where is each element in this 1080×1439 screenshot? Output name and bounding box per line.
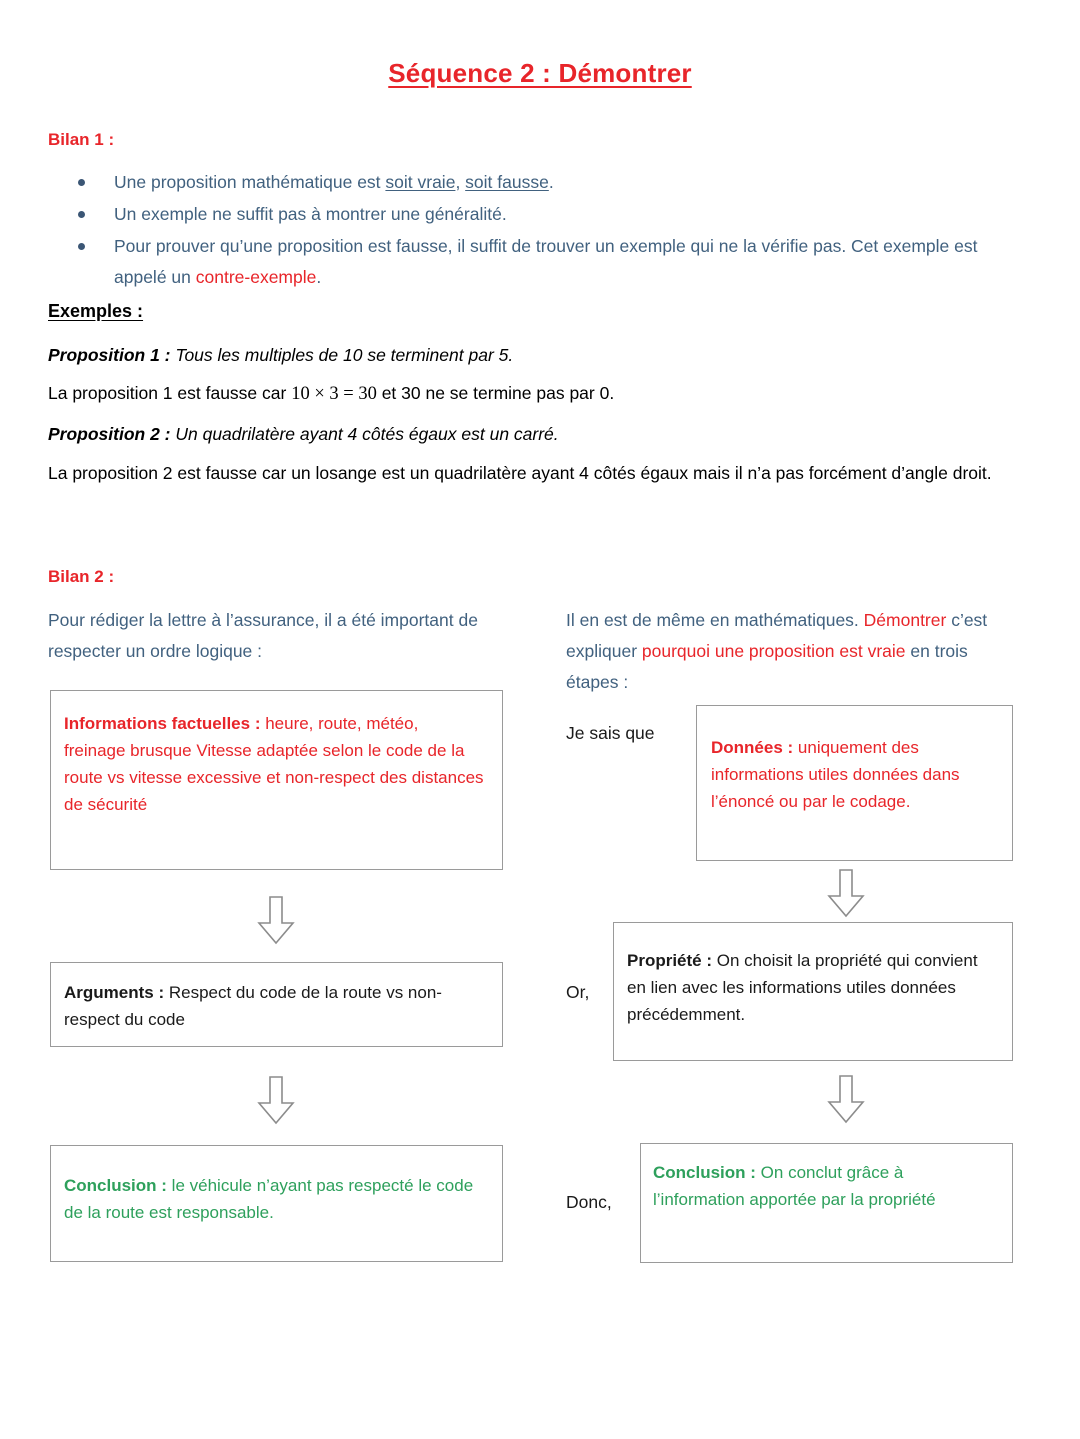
box-content: Respect du code de la route vs non-respect du code	[64, 983, 442, 1029]
bilan-2-intro-left: Pour rédiger la lettre à l’assurance, il a été important de respecter un ordre logique :	[48, 610, 478, 661]
box-body	[51, 691, 502, 818]
box-conclusion-right	[640, 1143, 1013, 1263]
page-title: Séquence 2 : Démontrer	[388, 58, 692, 88]
box-content: On conclut grâce à l’information apportée par la propriété	[653, 1163, 936, 1209]
box-label: Conclusion :	[64, 1176, 167, 1195]
proposition-2-statement	[48, 419, 1008, 450]
list-item	[72, 231, 1012, 293]
box-content: On choisit la propriété qui convient en lien avec les informations utiles données précédemment.	[627, 951, 978, 1024]
box-body	[614, 923, 1012, 1028]
bullet-dot-icon	[78, 211, 85, 218]
box-body	[641, 1144, 1012, 1213]
bullet-underline-2: soit fausse	[465, 172, 549, 192]
box-label: Informations factuelles :	[64, 714, 261, 733]
box-donnees	[696, 705, 1013, 861]
box-content: le véhicule n’ayant pas respecté le code de la route est responsable.	[64, 1176, 474, 1222]
intro-right-highlight-pourquoi: pourquoi une proposition est vraie	[641, 641, 906, 661]
connector-label-donc: Donc,	[566, 1192, 612, 1212]
box-content: uniquement des informations utiles données dans l’énoncé ou par le codage.	[711, 738, 960, 811]
proposition-2-text: Un quadrilatère ayant 4 côtés égaux est un carré.	[170, 424, 559, 444]
bullet-dot-icon	[78, 243, 85, 250]
bilan-1-bullet-list	[72, 167, 1012, 294]
box-label: Propriété :	[627, 951, 713, 970]
box-content: heure, route, météo, freinage brusque Vitesse adaptée selon le code de la route vs vitesse excessive et non-respect des distances de sécurité	[64, 714, 484, 814]
intro-right-part1: Il en est de même en mathématiques.	[566, 610, 864, 630]
bullet-highlight-contre-exemple: contre-exemple	[195, 267, 317, 287]
bullet-dot-icon	[78, 179, 85, 186]
connector-label-or: Or,	[566, 982, 590, 1002]
bullet-text-mid: ,	[455, 172, 466, 192]
bullet-text-pre: Une proposition mathématique est	[114, 172, 386, 192]
box-conclusion-left	[50, 1145, 503, 1262]
answer-1-post: et 30 ne se termine pas par 0.	[376, 383, 615, 403]
box-body	[51, 963, 502, 1033]
answer-1-math: 10 × 3 = 30	[291, 384, 377, 404]
box-body	[697, 706, 1012, 815]
bullet-text-post: .	[316, 267, 322, 287]
bullet-text-pre: Pour prouver qu’une proposition est fausse, il suffit de trouver un exemple qui ne la vérifie pas. Cet exemple est appelé un	[114, 236, 978, 287]
bilan-2-intro-right	[566, 605, 1016, 698]
list-item	[72, 167, 1012, 198]
bullet-text-full: Un exemple ne suffit pas à montrer une généralité.	[114, 204, 507, 224]
box-body	[51, 1146, 502, 1226]
box-label: Arguments :	[64, 983, 165, 1002]
intro-right-part2: c’est expliquer	[566, 610, 988, 661]
bilan-1-heading: Bilan 1 :	[48, 130, 115, 149]
box-propriete	[613, 922, 1013, 1061]
box-informations-factuelles	[50, 690, 503, 870]
answer-1-pre: La proposition 1 est fausse car	[48, 383, 292, 403]
proposition-1-text: Tous les multiples de 10 se terminent par 5.	[170, 345, 514, 365]
box-arguments	[50, 962, 503, 1047]
bullet-text-post: .	[548, 172, 554, 192]
arrow-down-icon	[826, 868, 866, 918]
box-label: Données :	[711, 738, 794, 757]
connector-label-je-sais-que: Je sais que	[566, 723, 655, 743]
arrow-down-icon	[256, 1075, 296, 1125]
bilan-2-heading: Bilan 2 :	[48, 567, 115, 586]
proposition-1-statement	[48, 340, 948, 371]
proposition-2-answer: La proposition 2 est fausse car un losange est un quadrilatère ayant 4 côtés égaux mais il n’a pas forcément d’angle droit.	[48, 463, 992, 483]
proposition-1-answer	[48, 378, 948, 410]
arrow-down-icon	[826, 1074, 866, 1124]
list-item	[72, 199, 1012, 230]
arrow-down-icon	[256, 895, 296, 945]
proposition-1-label: Proposition 1 :	[48, 345, 171, 365]
intro-right-highlight-demontrer: Démontrer	[863, 610, 947, 630]
bullet-underline-1: soit vraie	[385, 172, 456, 192]
exemples-heading: Exemples :	[48, 301, 144, 321]
box-label: Conclusion :	[653, 1163, 756, 1182]
intro-right-part3: en trois étapes :	[566, 641, 968, 692]
proposition-2-label: Proposition 2 :	[48, 424, 171, 444]
